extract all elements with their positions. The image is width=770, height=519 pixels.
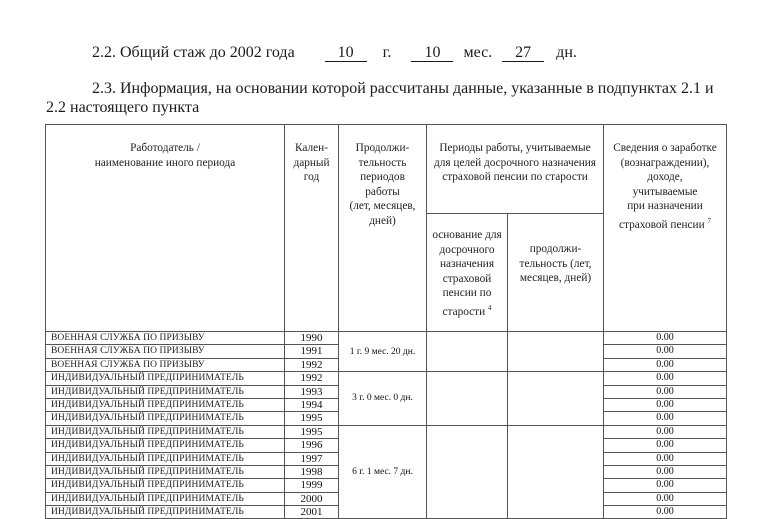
header-duration-line: работы bbox=[365, 185, 400, 198]
year-cell: 1996 bbox=[285, 439, 339, 452]
salary-cell: 0.00 bbox=[604, 412, 727, 425]
year-cell: 1995 bbox=[285, 412, 339, 425]
experience-table bbox=[45, 124, 727, 519]
year-cell: 2001 bbox=[285, 506, 339, 519]
salary-cell: 0.00 bbox=[604, 506, 727, 519]
header-early-dur-line: тельность (лет, bbox=[519, 257, 592, 270]
days-unit: дн. bbox=[556, 44, 577, 61]
header-year-line: Кален- bbox=[295, 142, 328, 154]
table-row bbox=[46, 372, 727, 385]
header-salary-line bbox=[604, 214, 726, 232]
header-duration-line: тельность bbox=[358, 156, 407, 169]
employer-cell: ИНДИВИДУАЛЬНЫЙ ПРЕДПРИНИМАТЕЛЬ bbox=[46, 385, 285, 398]
duration-cell: 6 г. 1 мес. 7 дн. bbox=[339, 425, 427, 519]
salary-cell: 0.00 bbox=[604, 439, 727, 452]
years-value: 10 bbox=[325, 44, 367, 62]
total-experience-line bbox=[92, 44, 577, 62]
early-duration-cell bbox=[508, 425, 604, 519]
header-salary-text: страховой пенсии bbox=[619, 218, 705, 231]
early-basis-cell bbox=[427, 332, 508, 372]
salary-cell: 0.00 bbox=[604, 465, 727, 478]
info-basis-line-2: 2.2 настоящего пункта bbox=[46, 99, 200, 116]
info-basis-line-1: 2.3. Информация, на основании которой рассчитаны данные, указанные в подпунктах 2.1 и bbox=[92, 80, 714, 97]
early-duration-cell bbox=[508, 372, 604, 426]
header-early-line: Периоды работы, учитываемые bbox=[439, 142, 591, 154]
employer-cell: ИНДИВИДУАЛЬНЫЙ ПРЕДПРИНИМАТЕЛЬ bbox=[46, 465, 285, 478]
header-early-duration bbox=[508, 214, 604, 332]
employer-cell: ВОЕННАЯ СЛУЖБА ПО ПРИЗЫВУ bbox=[46, 332, 285, 345]
header-employer bbox=[46, 125, 285, 332]
months-value: 10 bbox=[411, 44, 453, 62]
salary-cell: 0.00 bbox=[604, 479, 727, 492]
header-basis-line: назначения bbox=[439, 258, 495, 271]
employer-cell: ИНДИВИДУАЛЬНЫЙ ПРЕДПРИНИМАТЕЛЬ bbox=[46, 398, 285, 411]
header-basis-line: пенсии по bbox=[442, 287, 492, 300]
table-row bbox=[46, 332, 727, 345]
salary-cell: 0.00 bbox=[604, 358, 727, 371]
year-cell: 1994 bbox=[285, 398, 339, 411]
year-cell: 2000 bbox=[285, 492, 339, 505]
employer-cell: ИНДИВИДУАЛЬНЫЙ ПРЕДПРИНИМАТЕЛЬ bbox=[46, 506, 285, 519]
early-basis-cell bbox=[427, 425, 508, 519]
employer-cell: ИНДИВИДУАЛЬНЫЙ ПРЕДПРИНИМАТЕЛЬ bbox=[46, 492, 285, 505]
year-cell: 1999 bbox=[285, 479, 339, 492]
employer-cell: ИНДИВИДУАЛЬНЫЙ ПРЕДПРИНИМАТЕЛЬ bbox=[46, 425, 285, 438]
salary-cell: 0.00 bbox=[604, 345, 727, 358]
salary-cell: 0.00 bbox=[604, 372, 727, 385]
salary-cell: 0.00 bbox=[604, 385, 727, 398]
header-basis-line: страховой bbox=[442, 272, 492, 285]
employer-cell: ВОЕННАЯ СЛУЖБА ПО ПРИЗЫВУ bbox=[46, 345, 285, 358]
salary-cell: 0.00 bbox=[604, 398, 727, 411]
year-cell: 1997 bbox=[285, 452, 339, 465]
header-early-pension-periods bbox=[427, 125, 604, 214]
year-cell: 1991 bbox=[285, 345, 339, 358]
early-basis-cell bbox=[427, 372, 508, 426]
duration-cell: 1 г. 9 мес. 20 дн. bbox=[339, 332, 427, 372]
employer-cell: ИНДИВИДУАЛЬНЫЙ ПРЕДПРИНИМАТЕЛЬ bbox=[46, 372, 285, 385]
header-early-line: страховой пенсии по старости bbox=[442, 171, 588, 183]
header-early-basis bbox=[427, 214, 508, 332]
employer-cell: ВОЕННАЯ СЛУЖБА ПО ПРИЗЫВУ bbox=[46, 358, 285, 371]
salary-cell: 0.00 bbox=[604, 492, 727, 505]
header-work-duration bbox=[339, 125, 427, 332]
header-salary-line: (вознаграждении), bbox=[620, 156, 710, 169]
header-year-line: дарный bbox=[293, 156, 330, 169]
duration-cell: 3 г. 0 мес. 0 дн. bbox=[339, 372, 427, 426]
days-value: 27 bbox=[502, 44, 544, 62]
year-cell: 1992 bbox=[285, 358, 339, 371]
header-early-line: для целей досрочного назначения bbox=[434, 156, 596, 169]
salary-cell: 0.00 bbox=[604, 332, 727, 345]
employer-cell: ИНДИВИДУАЛЬНЫЙ ПРЕДПРИНИМАТЕЛЬ bbox=[46, 452, 285, 465]
year-cell: 1992 bbox=[285, 372, 339, 385]
year-cell: 1993 bbox=[285, 385, 339, 398]
header-salary-line: доходе, bbox=[647, 171, 683, 183]
months-unit: мес. bbox=[463, 44, 493, 61]
early-duration-cell bbox=[508, 332, 604, 372]
year-cell: 1990 bbox=[285, 332, 339, 345]
header-basis-line: основание для bbox=[432, 229, 502, 242]
salary-cell: 0.00 bbox=[604, 425, 727, 438]
employer-cell: ИНДИВИДУАЛЬНЫЙ ПРЕДПРИНИМАТЕЛЬ bbox=[46, 479, 285, 492]
header-duration-line: (лет, месяцев, bbox=[349, 200, 416, 212]
employer-cell: ИНДИВИДУАЛЬНЫЙ ПРЕДПРИНИМАТЕЛЬ bbox=[46, 412, 285, 425]
header-basis-line bbox=[427, 301, 507, 319]
header-salary-line: учитываемые bbox=[632, 185, 698, 198]
header-salary-info bbox=[604, 125, 727, 332]
table-row bbox=[46, 425, 727, 438]
header-year-line: год bbox=[303, 171, 320, 183]
header-duration-line: периодов bbox=[360, 171, 405, 183]
footnote-marker: 4 bbox=[488, 303, 492, 312]
header-salary-line: Сведения о заработке bbox=[613, 142, 717, 154]
header-duration-line: дней) bbox=[369, 214, 396, 227]
header-salary-line: при назначении bbox=[627, 200, 703, 212]
header-duration-line: Продолжи- bbox=[355, 142, 410, 154]
total-experience-label: 2.2. Общий стаж до 2002 года bbox=[92, 44, 295, 61]
header-employer-line: наименование иного периода bbox=[94, 156, 236, 169]
header-employer-line: Работодатель / bbox=[130, 142, 200, 154]
employer-cell: ИНДИВИДУАЛЬНЫЙ ПРЕДПРИНИМАТЕЛЬ bbox=[46, 439, 285, 452]
header-basis-line: досрочного bbox=[439, 243, 495, 256]
header-early-dur-line: месяцев, дней) bbox=[519, 272, 592, 285]
year-cell: 1995 bbox=[285, 425, 339, 438]
year-cell: 1998 bbox=[285, 465, 339, 478]
header-early-dur-line: продолжи- bbox=[529, 243, 582, 256]
years-unit: г. bbox=[382, 44, 392, 61]
header-basis-text: старости bbox=[442, 305, 486, 318]
footnote-marker: 7 bbox=[707, 216, 711, 225]
header-calendar-year bbox=[285, 125, 339, 332]
salary-cell: 0.00 bbox=[604, 452, 727, 465]
